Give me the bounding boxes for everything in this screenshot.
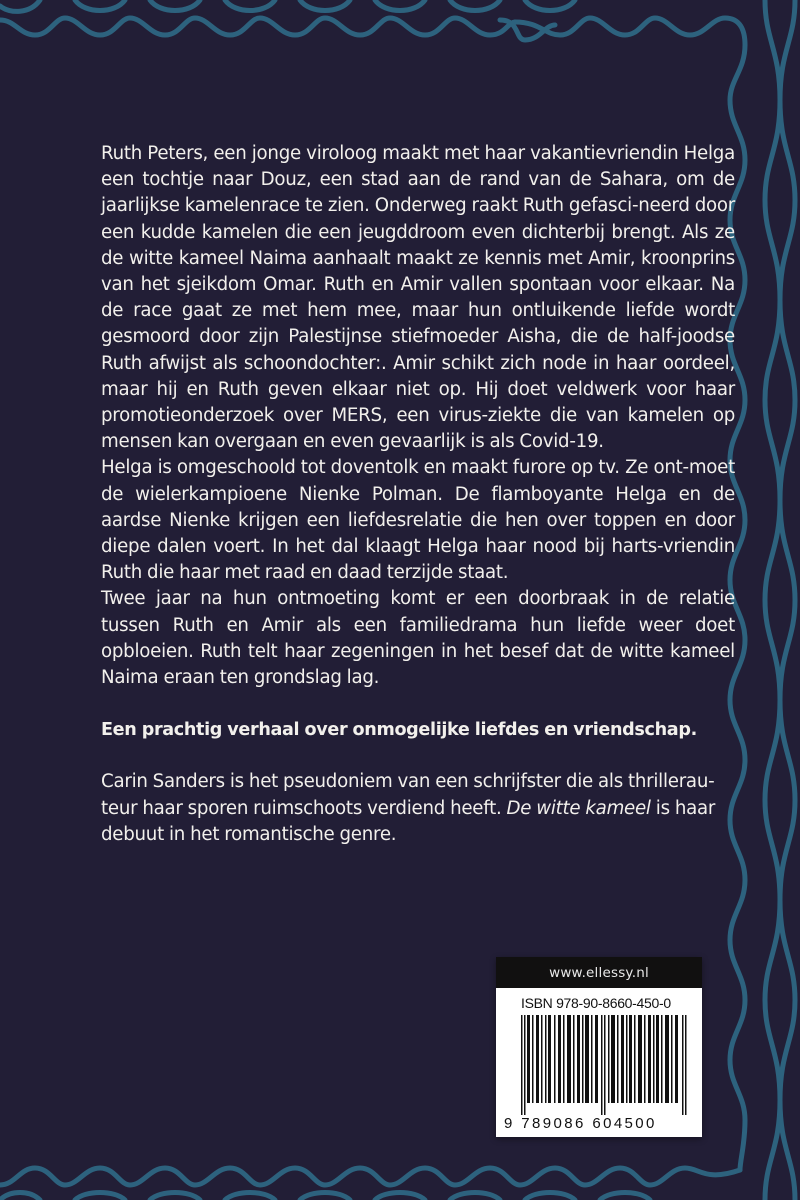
back-cover-blurb bbox=[101, 141, 735, 848]
author-bio-text: Carin Sanders is het pseudoniem van een schrijfster die als thrillerau-teur haar sporen ruimschoots verdiend heeft. bbox=[101, 771, 715, 819]
synopsis-paragraph-2: Helga is omgeschoold tot doventolk en maakt furore op tv. Ze ont-moet de wielerkampioene Nienke Polman. De flamboyante Helga en de aardse Nienke krijgen een liefdesrelatie die hen over toppen en door diepe dalen voert. In het dal klaagt Helga haar nood bij harts-vriendin Ruth die haar met raad en daad terzijde staat. bbox=[101, 457, 735, 584]
book-title: De witte kameel bbox=[506, 797, 651, 819]
synopsis-paragraph-3: Twee jaar na hun ontmoeting komt er een doorbraak in de relatie tussen Ruth en Amir als een familiedrama hun liefde weer doet opbloeien. Ruth telt haar zegeningen in het besef dat de witte kameel Naima eraan ten grondslag lag. bbox=[101, 588, 735, 689]
author-bio bbox=[101, 769, 735, 848]
isbn-number: ISBN 978-90-8660-450-0 bbox=[521, 995, 671, 1011]
synopsis-paragraph-1: Ruth Peters, een jonge viroloog maakt met haar vakantievriendin Helga een tochtje naar Douz, een stad aan de rand van de Sahara, om de jaarlijkse kamelenrace te zien. Onderweg raakt Ruth gefasci-neerd door een kudde kamelen die een jeugddroom even dichterbij brengt. Als ze de witte kameel Naima aanhaalt maakt ze kennis met Amir, kroonprins van het sjeikdom Omar. Ruth en Amir vallen spontaan voor elkaar. Na de race gaat ze met hem mee, maar hun ontluikende liefde wordt gesmoord door zijn Palestijnse stiefmoeder Aisha, die de half-joodse Ruth afwijst als schoondochter:. Amir schikt zich node in haar oordeel, maar hij en Ruth geven elkaar niet op. Hij doet veldwerk voor haar promotieonderzoek over MERS, een virus-ziekte die van kamelen op mensen kan overgaan en even gevaarlijk is als Covid-19. bbox=[101, 143, 735, 453]
publisher-url: www.ellessy.nl bbox=[496, 957, 702, 988]
author-bio-text-end: is haar debuut in het romantische genre. bbox=[101, 797, 716, 845]
isbn-barcode-label bbox=[496, 957, 702, 1137]
barcode-panel bbox=[496, 988, 702, 1137]
ean-digits: 9 789086 604500 bbox=[504, 1115, 657, 1132]
barcode-icon bbox=[521, 1015, 687, 1115]
tagline: Een prachtig verhaal over onmogelijke liefdes en vriendschap. bbox=[101, 720, 697, 741]
